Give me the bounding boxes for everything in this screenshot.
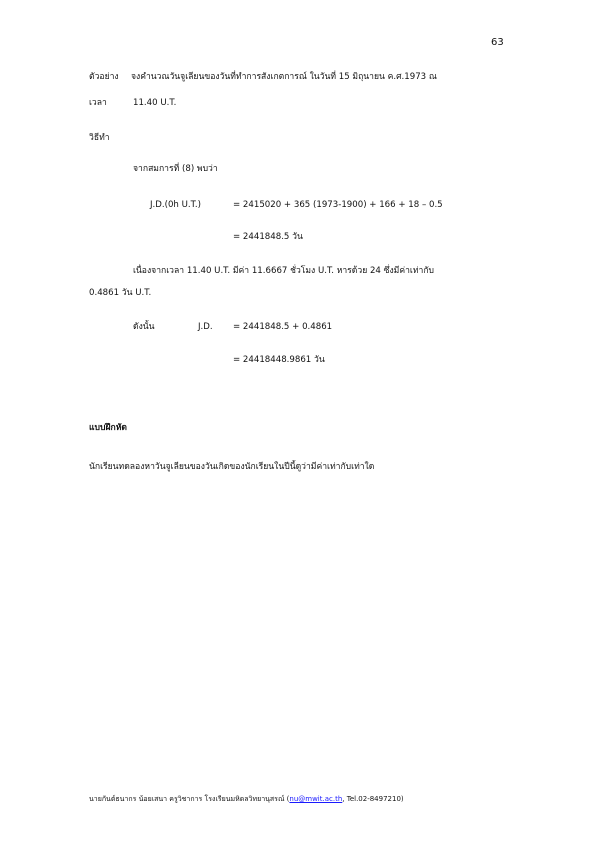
final-result: = 24418448.9861 วัน [233,355,325,365]
footer-email-link[interactable]: nu@mwit.ac.th [289,795,343,803]
time-value: 11.40 U.T. [133,98,177,108]
exercise-heading: แบบฝึกหัด [89,423,127,433]
therefore-label: ดังนั้น [133,322,155,332]
since-line2: 0.4861 วัน U.T. [89,288,152,298]
since-line1: เนื่องจากเวลา 11.40 U.T. มีค่า 11.6667 ชั่วโมง U.T. หารด้วย 24 ซึ่งมีค่าเท่ากับ [133,266,434,276]
jd-short-label: J.D. [198,322,213,332]
therefore-formula: = 2441848.5 + 0.4861 [233,322,333,332]
from-equation-text: จากสมการที่ (8) พบว่า [133,164,218,174]
example-label: ตัวอย่าง [89,72,119,82]
footer-contact: , Tel.02-8497210) [342,795,404,803]
jd-label: J.D.(0h U.T.) [150,200,201,210]
method-heading: วิธีทำ [89,133,110,143]
footer [89,794,404,805]
time-label: เวลา [89,98,107,108]
jd-formula: = 2415020 + 365 (1973-1900) + 166 + 18 – 0.5 [233,200,443,210]
example-line1: จงคำนวณวันจูเลียนของวันที่ทำการสังเกตการณ์ ในวันที่ 15 มิถุนายน ค.ศ.1973 ณ [131,72,437,82]
exercise-text: นักเรียนทดลองหาวันจูเลียนของวันเกิดของนักเรียนในปีนี้ดูว่ามีค่าเท่ากับเท่าใด [89,462,375,472]
page-number: 63 [491,37,504,48]
jd-result: = 2441848.5 วัน [233,232,303,242]
footer-author: นายกันต์ธนากร น้อยเสนา ครูวิชาการ โรงเรียนมหิดลวิทยานุสรณ์ ( [89,795,290,803]
